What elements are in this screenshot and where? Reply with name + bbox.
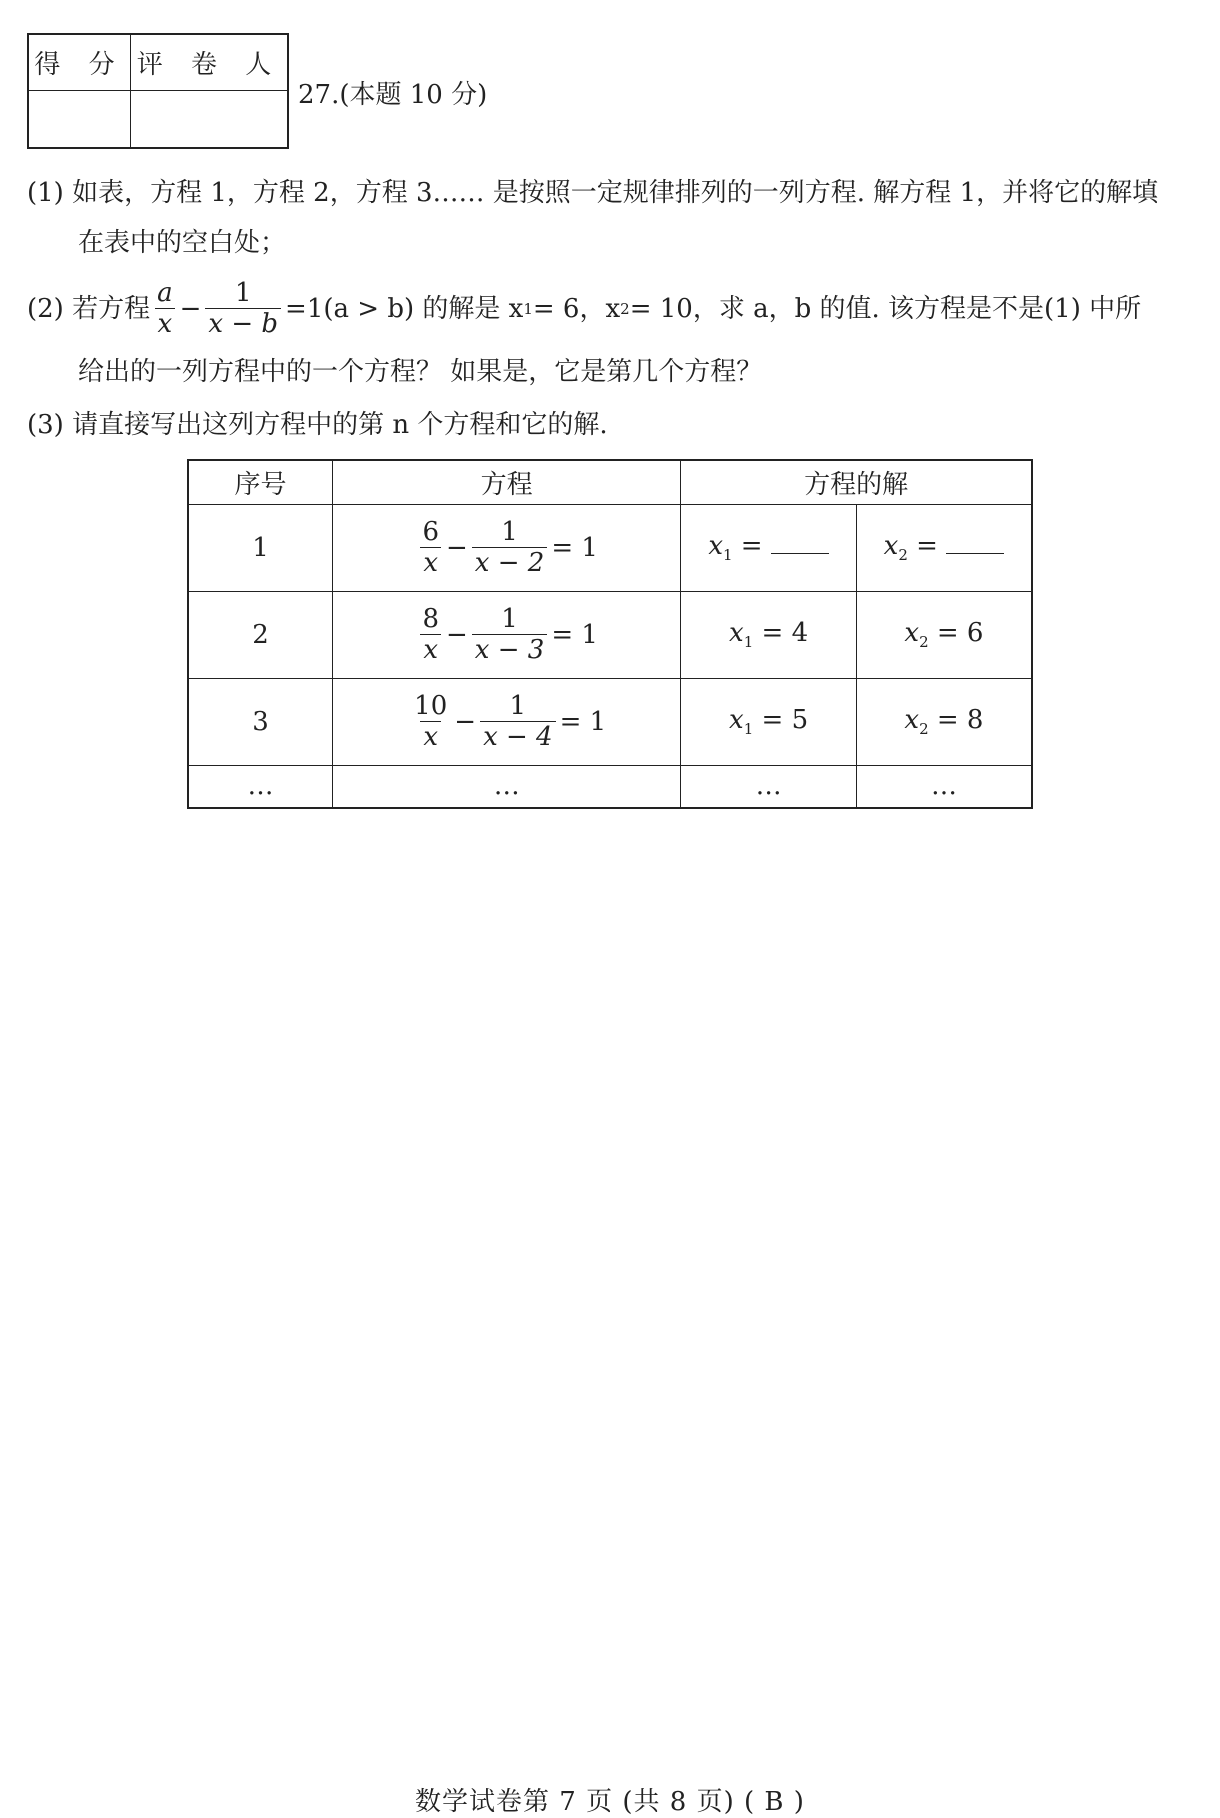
row-solution-x2[interactable]	[856, 504, 1032, 591]
frac-num: 1	[234, 278, 252, 308]
equation-rhs: = 1	[551, 619, 598, 650]
row-index: 3	[188, 678, 333, 765]
ellipsis-cell: …	[681, 765, 857, 808]
ellipsis-cell: …	[188, 765, 333, 808]
part2-line2: 给出的一列方程中的一个方程？ 如果是，它是第几个方程？	[78, 357, 763, 387]
ellipsis-cell: …	[856, 765, 1032, 808]
header-solution: 方程的解	[681, 460, 1032, 504]
table-header-row	[188, 460, 1032, 504]
frac-num: 1	[501, 604, 518, 634]
row-solution-x1[interactable]	[681, 504, 857, 591]
frac-num: 8	[422, 604, 439, 634]
page-footer: 数学试卷第 7 页 (共 8 页) ( B )	[415, 1787, 805, 1817]
solution-value: =	[732, 530, 763, 561]
frac-den: x	[420, 634, 441, 665]
row-index: 1	[188, 504, 333, 591]
row-index: 2	[188, 591, 333, 678]
solution-value: = 4	[753, 617, 809, 648]
ellipsis-cell: …	[333, 765, 681, 808]
part2-prefix: (2) 若方程	[27, 293, 151, 324]
equation-table	[187, 459, 1033, 809]
subscript: 2	[919, 720, 929, 739]
frac-num: 1	[501, 517, 518, 547]
frac-den: x − 3	[472, 634, 548, 665]
minus-sign: −	[446, 532, 468, 563]
minus-sign: −	[179, 293, 202, 324]
part1-line2: 在表中的空白处；	[78, 228, 287, 258]
part2	[27, 278, 1141, 391]
part1-line1: (1) 如表，方程 1，方程 2，方程 3…… 是按照一定规律排列的一列方程. 解方程 1，并将它的解填	[27, 178, 1159, 208]
var-label: x	[883, 530, 899, 561]
frac-num: a	[157, 278, 173, 308]
grader-label: 评 卷 人	[131, 35, 287, 91]
fraction-1-over-x-b	[205, 278, 281, 339]
frac-num: 6	[422, 517, 439, 547]
answer-blank[interactable]	[946, 531, 1004, 554]
solution-value: =	[907, 530, 938, 561]
question-header: 27.(本题 10 分)	[298, 80, 488, 110]
equation-rhs: = 1	[551, 532, 598, 563]
row-solution-x1	[681, 591, 857, 678]
frac-den: x − 4	[480, 721, 556, 752]
var-label: x	[729, 617, 744, 648]
frac-num: 10	[414, 691, 448, 721]
row-solution-x2	[856, 591, 1032, 678]
subscript: 2	[620, 299, 630, 318]
frac-den: x	[155, 308, 176, 339]
solution-value: = 8	[928, 704, 984, 735]
frac-den: x − b	[205, 308, 281, 339]
subscript: 1	[722, 546, 733, 565]
score-label: 得 分	[29, 35, 131, 91]
table-row	[188, 591, 1032, 678]
part2-line1	[27, 278, 1141, 339]
var-label: x	[708, 530, 723, 561]
solution-value: = 5	[753, 704, 809, 735]
row-solution-x1	[681, 678, 857, 765]
subscript: 2	[919, 633, 929, 652]
part3: (3) 请直接写出这列方程中的第 n 个方程和它的解.	[27, 410, 608, 440]
subscript: 1	[523, 299, 533, 318]
equation-rhs: = 1	[559, 706, 607, 737]
row-solution-x2	[856, 678, 1032, 765]
table-row	[188, 678, 1032, 765]
subscript: 1	[743, 720, 754, 739]
table-row	[188, 504, 1032, 591]
var-label: x	[904, 617, 920, 648]
frac-den: x − 2	[472, 547, 548, 578]
solution-text: = 6，x	[532, 293, 621, 324]
row-equation	[333, 591, 681, 678]
frac-num: 1	[509, 691, 527, 721]
score-box	[27, 33, 289, 149]
score-cell[interactable]	[29, 91, 131, 147]
header-equation: 方程	[333, 460, 681, 504]
var-label: x	[729, 704, 744, 735]
minus-sign: −	[446, 619, 468, 650]
answer-blank[interactable]	[771, 531, 829, 554]
subscript: 2	[898, 546, 908, 565]
equation-rhs: =1(a > b) 的解是 x	[285, 293, 524, 324]
solution-text: = 10，求 a，b 的值. 该方程是不是(1) 中所	[629, 293, 1142, 324]
solution-value: = 6	[928, 617, 984, 648]
grader-cell[interactable]	[131, 91, 287, 147]
minus-sign: −	[454, 706, 477, 737]
row-equation	[333, 504, 681, 591]
var-label: x	[904, 704, 920, 735]
table-row-ellipsis	[188, 765, 1032, 808]
fraction-a-over-x	[154, 278, 176, 339]
frac-den: x	[420, 547, 441, 578]
part1	[27, 174, 1158, 262]
frac-den: x	[420, 721, 441, 752]
row-equation	[333, 678, 681, 765]
header-index: 序号	[188, 460, 333, 504]
subscript: 1	[743, 633, 754, 652]
